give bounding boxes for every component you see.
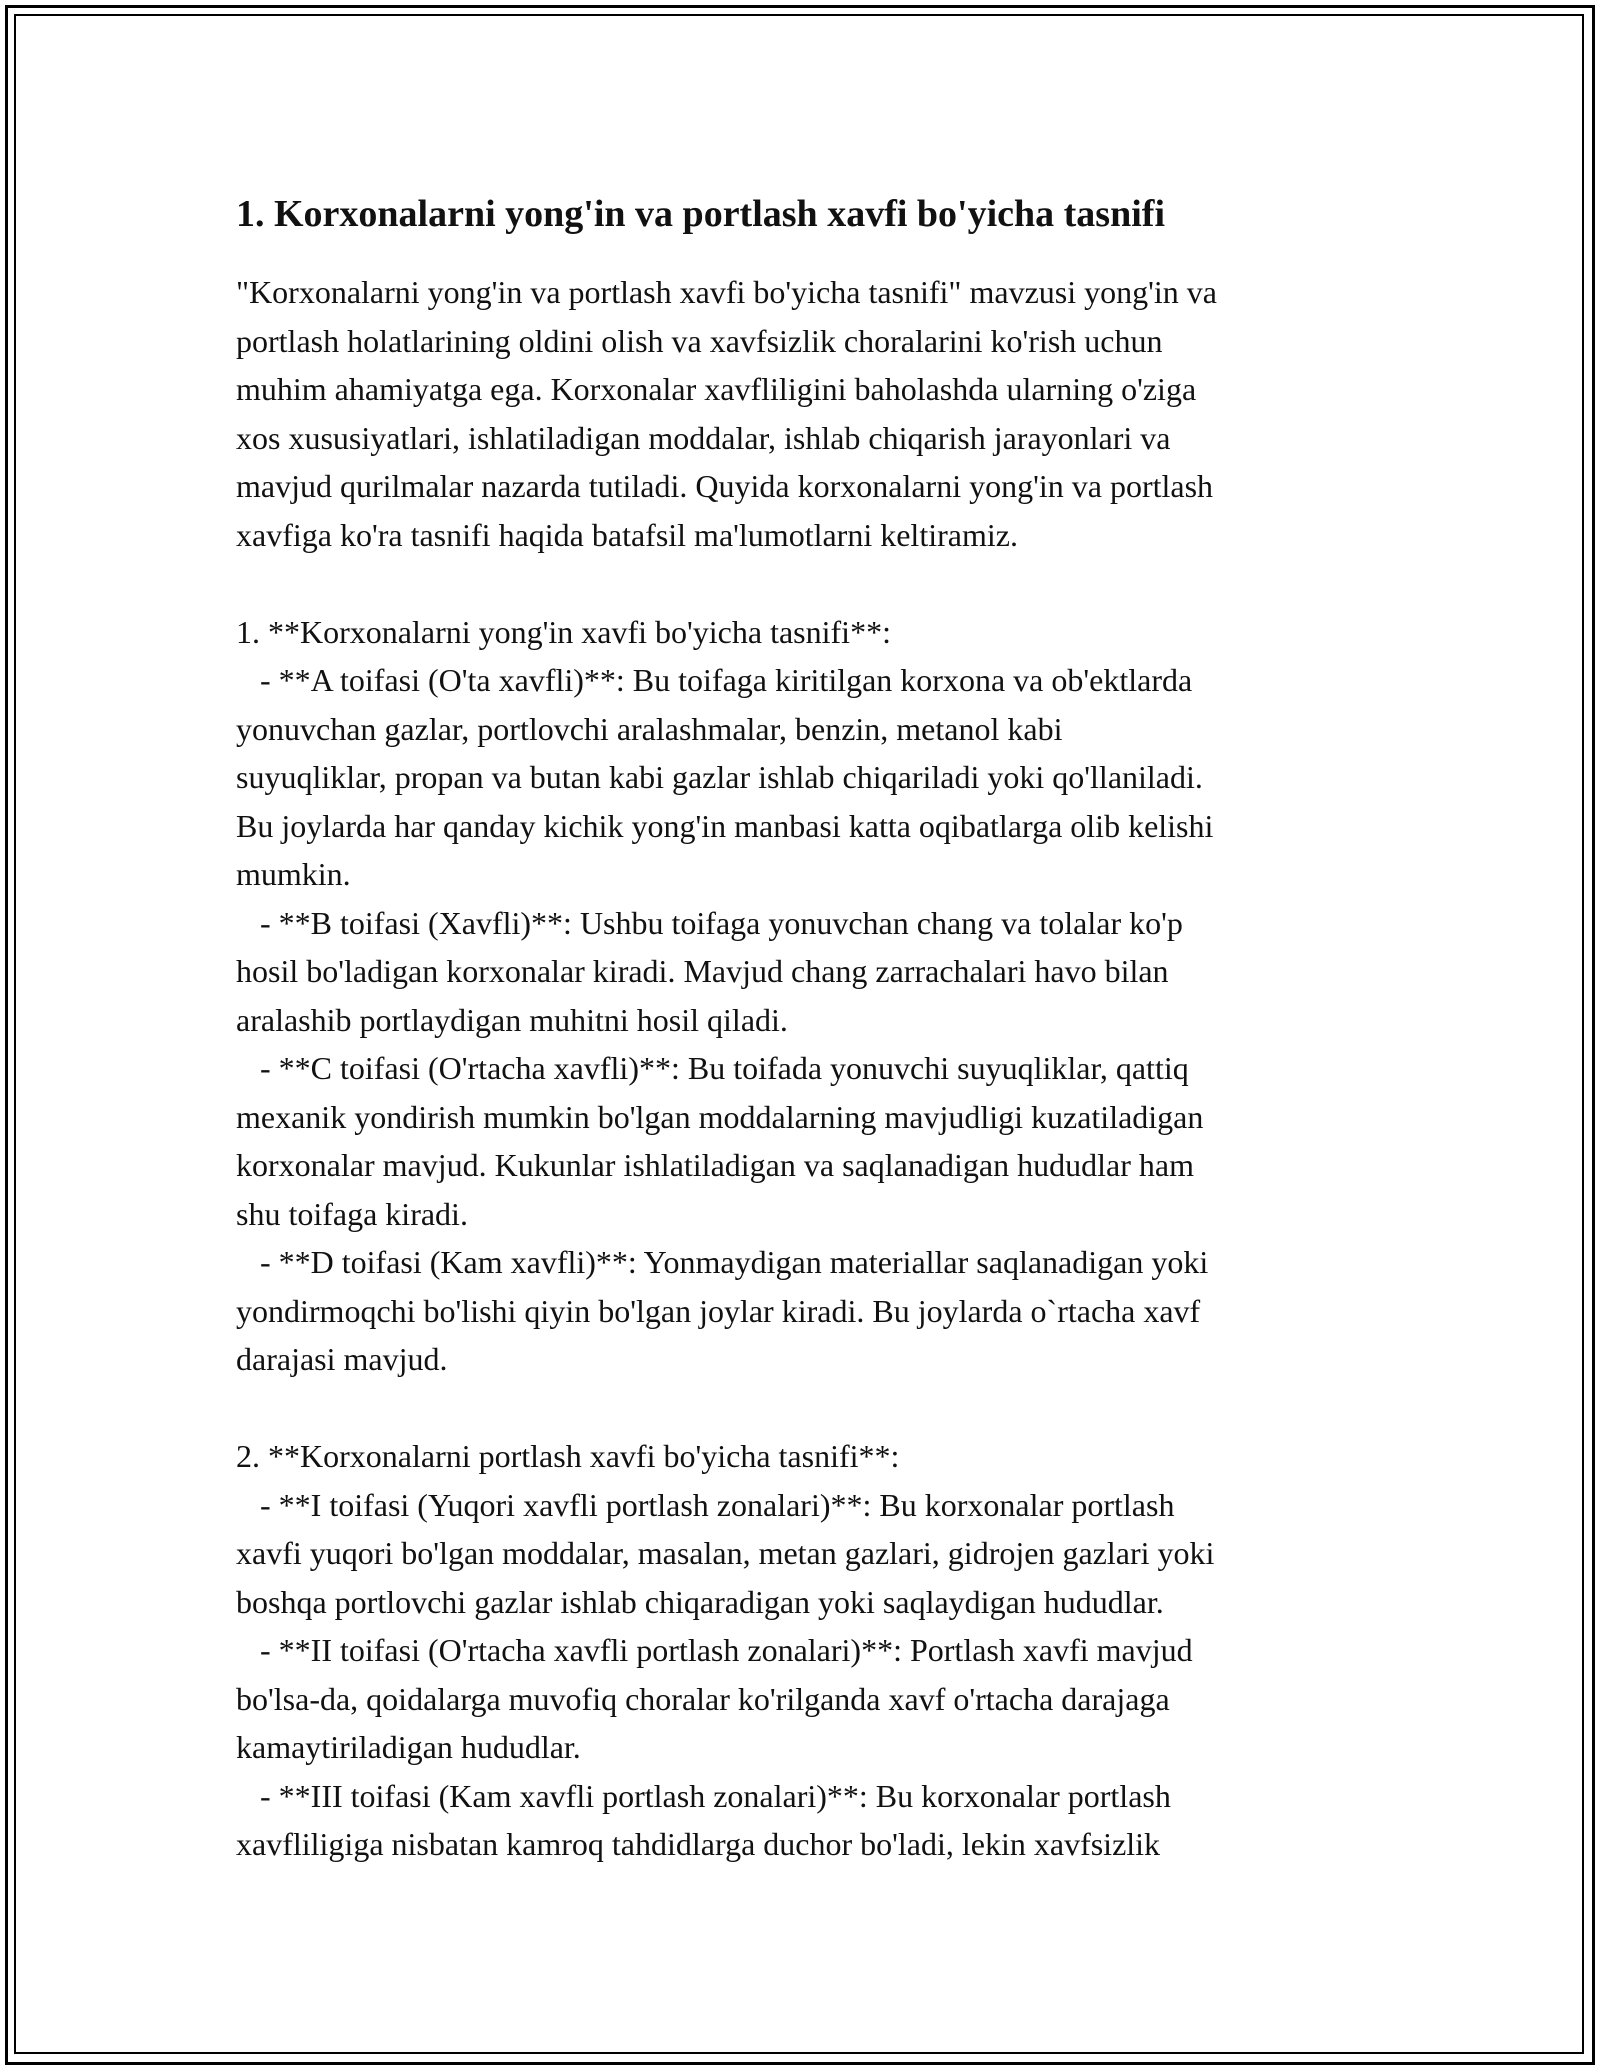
- body-line: - **A toifasi (O'ta xavfli)**: Bu toifaga kiritilgan korxona va ob'ektlarda: [236, 662, 1193, 698]
- body-line: xos xususiyatlari, ishlatiladigan moddalar, ishlab chiqarish jarayonlari va: [236, 419, 1171, 456]
- body-line: - **II toifasi (O'rtacha xavfli portlash zonalari)**: Portlash xavfi mavjud: [236, 1632, 1193, 1668]
- body-line: - **III toifasi (Kam xavfli portlash zonalari)**: Bu korxonalar portlash: [236, 1777, 1171, 1814]
- body-line: 1. **Korxonalarni yong'in xavfi bo'yicha tasnifi**:: [236, 613, 891, 650]
- body-line: kamaytiriladigan hududlar.: [236, 1729, 581, 1765]
- body-line: mexanik yondirish mumkin bo'lgan moddalarning mavjudligi kuzatiladigan: [236, 1098, 1204, 1135]
- body-line: - **B toifasi (Xavfli)**: Ushbu toifaga yonuvchan chang va tolalar ko'p: [236, 904, 1183, 941]
- body-line: darajasi mavjud.: [236, 1341, 448, 1377]
- body-line: korxonalar mavjud. Kukunlar ishlatiladigan va saqlanadigan hududlar ham: [236, 1147, 1194, 1183]
- document-body: [236, 268, 1376, 1869]
- body-line: bo'lsa-da, qoidalarga muvofiq choralar ko'rilganda xavf o'rtacha darajaga: [236, 1680, 1170, 1717]
- document-title: 1. Korxonalarni yong'in va portlash xavfi bo'yicha tasnifi: [236, 193, 1165, 235]
- body-line: portlash holatlarining oldini olish va xavfsizlik choralarini ko'rish uchun: [236, 322, 1163, 359]
- body-line: "Korxonalarni yong'in va portlash xavfi bo'yicha tasnifi" mavzusi yong'in va: [236, 274, 1217, 310]
- body-line: xavfi yuqori bo'lgan moddalar, masalan, metan gazlari, gidrojen gazlari yoki: [236, 1535, 1215, 1571]
- body-line: muhim ahamiyatga ega. Korxonalar xavfliligini baholashda ularning o'ziga: [236, 371, 1197, 407]
- body-line: - **I toifasi (Yuqori xavfli portlash zonalari)**: Bu korxonalar portlash: [236, 1486, 1175, 1523]
- body-line: [236, 559, 1376, 608]
- body-line: aralashib portlaydigan muhitni hosil qiladi.: [236, 1001, 788, 1038]
- body-line: yondirmoqchi bo'lishi qiyin bo'lgan joylar kiradi. Bu joylarda o`rtacha xavf: [236, 1292, 1201, 1329]
- body-line: hosil bo'ladigan korxonalar kiradi. Mavjud chang zarrachalari havo bilan: [236, 953, 1169, 989]
- body-line: 2. **Korxonalarni portlash xavfi bo'yicha tasnifi**:: [236, 1438, 900, 1474]
- body-line: - **D toifasi (Kam xavfli)**: Yonmaydigan materiallar saqlanadigan yoki: [236, 1244, 1209, 1280]
- body-line: xavfiga ko'ra tasnifi haqida batafsil ma'lumotlarni keltiramiz.: [236, 516, 1018, 553]
- body-line: Bu joylarda har qanday kichik yong'in manbasi katta oqibatlarga olib kelishi: [236, 807, 1214, 844]
- body-line: yonuvchan gazlar, portlovchi aralashmalar, benzin, metanol kabi: [236, 710, 1063, 747]
- body-line: - **C toifasi (O'rtacha xavfli)**: Bu toifada yonuvchi suyuqliklar, qattiq: [236, 1050, 1189, 1086]
- body-line: shu toifaga kiradi.: [236, 1195, 468, 1232]
- body-line: boshqa portlovchi gazlar ishlab chiqaradigan yoki saqlaydigan hududlar.: [236, 1583, 1164, 1620]
- body-line: [236, 1384, 1376, 1433]
- body-line: xavfliligiga nisbatan kamroq tahdidlarga duchor bo'ladi, lekin xavfsizlik: [236, 1826, 1161, 1862]
- body-line: mavjud qurilmalar nazarda tutiladi. Quyida korxonalarni yong'in va portlash: [236, 468, 1214, 504]
- body-line: suyuqliklar, propan va butan kabi gazlar ishlab chiqariladi yoki qo'llaniladi.: [236, 759, 1203, 795]
- body-line: mumkin.: [236, 856, 351, 892]
